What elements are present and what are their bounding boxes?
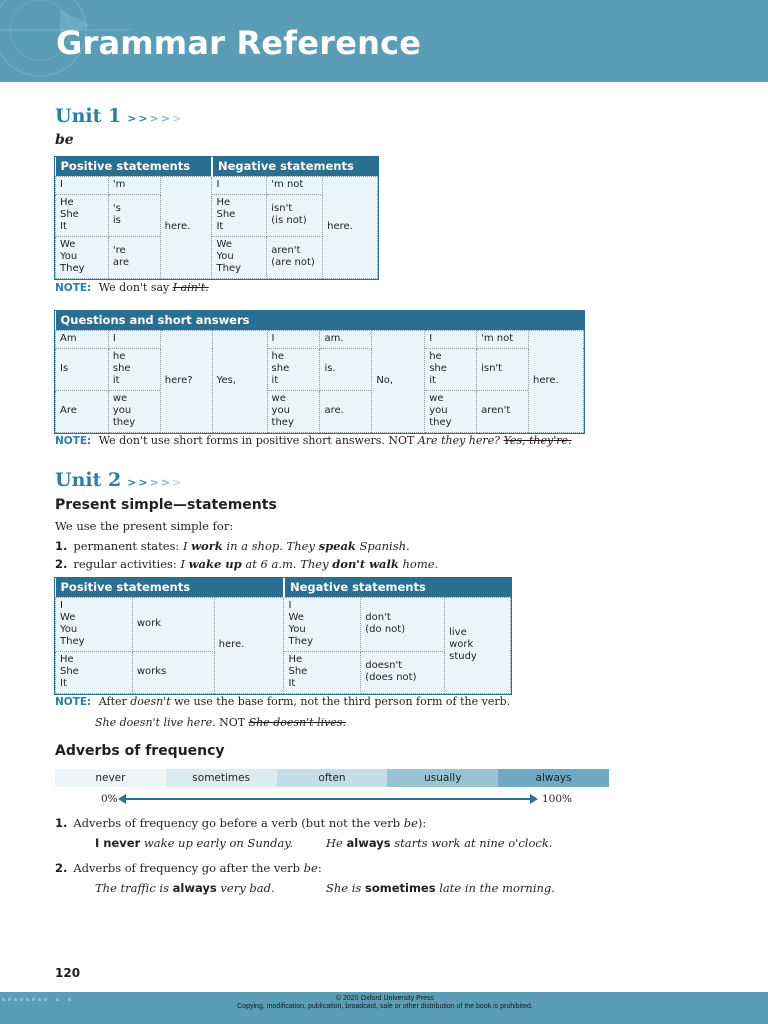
unit1-note2 [55,434,572,447]
unit2-note-line2: She doesn't live here. NOT She doesn't lives. [95,716,346,729]
freq-often: often [277,769,388,787]
ps-table-header-negative: Negative statements [284,578,511,597]
note-text: We don't use short forms in positive short answers. NOT [98,434,415,447]
unit1-title: Unit 1 [55,105,122,127]
present-simple-table [55,578,511,694]
rule1-example: He always starts work at nine o'clock. [326,836,553,850]
qa-a-verb: am. [320,330,372,348]
pct-min: 0% [101,793,118,805]
qa-q-verb: Am [56,330,109,348]
be-pos-subj: I [56,176,109,194]
ps-pos-verb: works [132,651,214,693]
be-table-header-positive: Positive statements [56,157,212,176]
ps-neg-verb: doesn't (does not) [361,651,445,693]
use-item: 2. regular activities: I wake up at 6 a.m. They don't walk home. [55,557,439,571]
use-item: 1. permanent states: I work in a shop. They speak Spanish. [55,539,410,553]
note-text: We don't say [98,281,170,294]
unit1-heading [55,105,183,127]
footer-copyright: © 2020 Oxford University Press [335,995,435,1002]
be-neg-verb: aren't (are not) [267,236,323,278]
qa-q-verb: Are [56,390,109,432]
qa-q-end: here? [160,330,212,432]
ps-pos-subj: He She It [56,651,133,693]
note-label: NOTE: [55,696,92,708]
be-table-header-negative: Negative statements [212,157,378,176]
unit2-heading [55,469,183,491]
rule2-example: The traffic is always very bad. [95,881,275,895]
qa-n-subj: we you they [425,390,477,432]
freq-always: always [498,769,609,787]
page-number: 120 [55,966,81,980]
adverb-rule1: 1. Adverbs of frequency go before a verb (but not the verb be): [55,816,427,830]
frequency-scale [55,769,609,787]
be-pos-verb: 'm [108,176,160,194]
note-struck: I ain't. [172,281,209,294]
header-band [0,0,768,82]
be-pos-verb: 're are [108,236,160,278]
ps-pos-verb: work [132,597,214,651]
arrow-right-icon [530,794,538,804]
ps-pos-end: here. [214,597,284,693]
qa-n-verb: 'm not [477,330,529,348]
be-neg-verb: isn't (is not) [267,194,323,236]
note-label: NOTE: [55,282,92,294]
be-neg-verb: 'm not [267,176,323,194]
qa-a-subj: we you they [267,390,320,432]
be-neg-end: here. [323,176,378,278]
unit1-note1 [55,281,209,294]
freq-sometimes: sometimes [166,769,277,787]
be-neg-subj: I [212,176,267,194]
adverbs-heading: Adverbs of frequency [55,743,225,759]
be-neg-subj: He She It [212,194,267,236]
qa-n-subj: I [425,330,477,348]
qa-n-subj: he she it [425,348,477,390]
be-pos-subj: We You They [56,236,109,278]
rule2-example: She is sometimes late in the morning. [326,881,555,895]
rule1-example: I never wake up early on Sunday. [95,836,293,850]
page-title: Grammar Reference [56,24,422,62]
adverb-rule2: 2. Adverbs of frequency go after the verb be: [55,861,322,875]
ps-neg-end: live work study [445,597,511,693]
qa-q-subj: we you they [108,390,160,432]
pct-max: 100% [542,793,573,805]
qa-q-verb: Is [56,348,109,390]
ps-neg-subj: I We You They [284,597,361,651]
unit2-subheading: Present simple—statements [55,497,277,513]
frequency-arrow-line [122,798,536,800]
unit1-arrows-icon: >>>>> [127,112,184,125]
unit2-title: Unit 2 [55,469,122,491]
note-example: Are they here? [417,434,501,447]
be-pos-subj: He She It [56,194,109,236]
ps-neg-verb: don't (do not) [361,597,445,651]
qa-n-verb: aren't [477,390,529,432]
qa-yes: Yes, [212,330,267,432]
freq-usually: usually [387,769,498,787]
unit2-note: NOTE: After doesn't we use the base form, not the third person form of the verb. [55,695,511,708]
note-label: NOTE: [55,435,92,447]
footer-notice: Copying, modification, publication, broadcast, sale or other distribution of the book is prohibited. [237,1003,533,1010]
unit2-intro: We use the present simple for: [55,519,234,533]
be-table [55,157,378,279]
ps-neg-subj: He She It [284,651,361,693]
unit1-subheading: be [55,132,74,148]
unit2-arrows-icon: >>>>> [127,476,184,489]
qa-q-subj: he she it [108,348,160,390]
qa-q-subj: I [108,330,160,348]
qa-a-verb: is. [320,348,372,390]
freq-never: never [55,769,166,787]
qa-a-verb: are. [320,390,372,432]
be-neg-subj: We You They [212,236,267,278]
qa-n-verb: isn't [477,348,529,390]
be-pos-end: here. [160,176,212,278]
be-pos-verb: 's is [108,194,160,236]
ps-pos-subj: I We You They [56,597,133,651]
note-struck: Yes, they're. [503,434,572,447]
qa-n-end: here. [529,330,584,432]
qa-a-subj: I [267,330,320,348]
qa-no: No, [372,330,425,432]
ps-table-header-positive: Positive statements [56,578,284,597]
qa-table [55,311,584,433]
qa-a-subj: he she it [267,348,320,390]
footer-decoration [0,996,150,1004]
qa-table-header: Questions and short answers [56,311,584,330]
